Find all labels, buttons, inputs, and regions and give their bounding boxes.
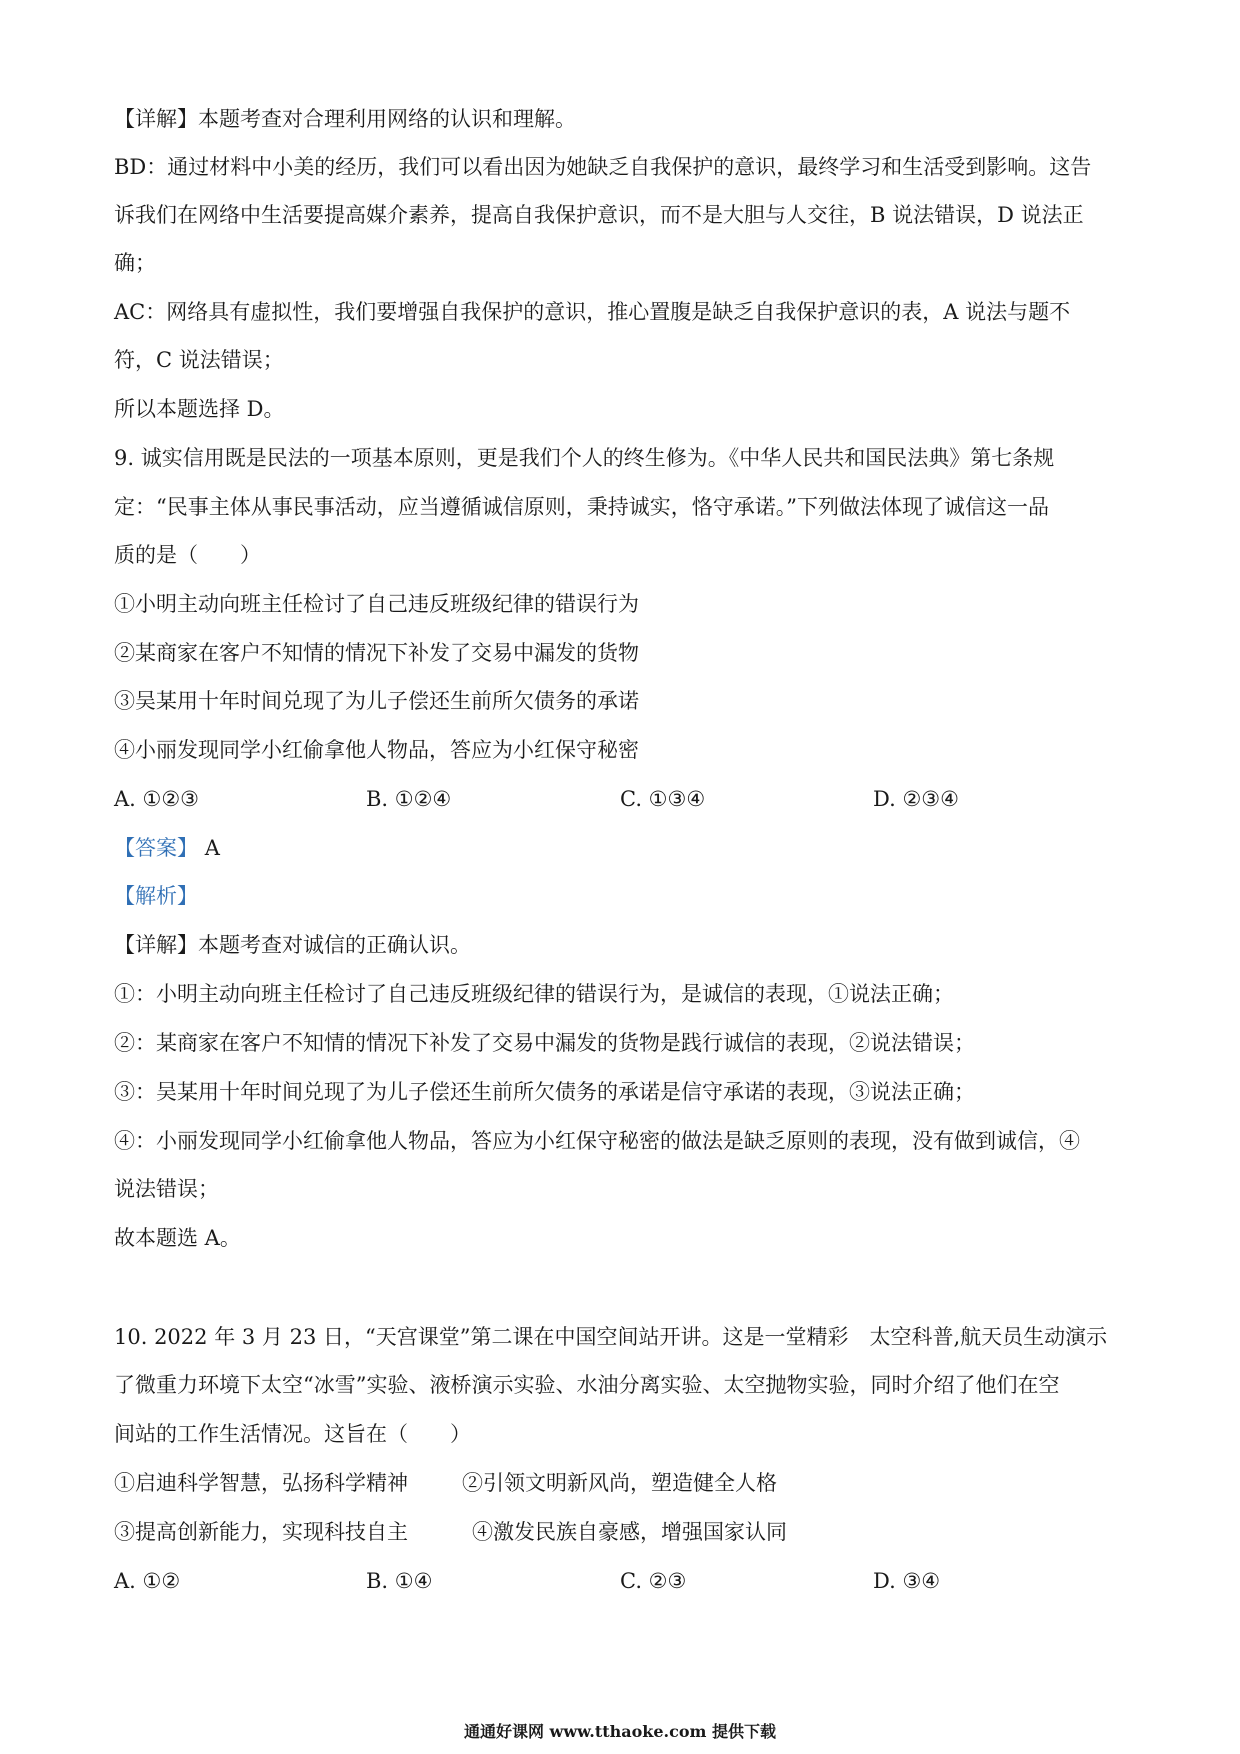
q9-option-a: A. ①②③ [114, 787, 199, 811]
q9-analysis-label: 【解析】 [114, 884, 198, 908]
q9-item-1: ①小明主动向班主任检讨了自己违反班级纪律的错误行为 [114, 592, 639, 616]
q9-explain-3: ③：吴某用十年时间兑现了为儿子偿还生前所欠债务的承诺是信守承诺的表现，③说法正确； [114, 1080, 975, 1104]
q10-option-c: C. ②③ [620, 1569, 687, 1593]
q8-bd-line1: BD：通过材料中小美的经历，我们可以看出因为她缺乏自我保护的意识，最终学习和生活受到影响。这告 [114, 155, 1092, 179]
q8-ac-line1: AC：网络具有虚拟性，我们要增强自我保护的意识，推心置腹是缺乏自我保护意识的表，A 说法与题不 [114, 300, 1071, 324]
q8-bd-line3: 确； [114, 251, 156, 275]
q8-bd-line2: 诉我们在网络中生活要提高媒介素养，提高自我保护意识，而不是大胆与人交往，B 说法错误，D 说法正 [114, 203, 1084, 227]
q9-option-b: B. ①②④ [366, 787, 452, 811]
q9-item-2: ②某商家在客户不知情的情况下补发了交易中漏发的货物 [114, 641, 639, 665]
q10-stem-line3: 间站的工作生活情况。这旨在（ ） [114, 1422, 471, 1446]
q8-detail: 【详解】本题考查对合理利用网络的认识和理解。 [114, 107, 576, 131]
q10-option-d: D. ③④ [873, 1569, 941, 1593]
q9-explain-4-line2: 说法错误； [114, 1177, 219, 1201]
q8-conclusion: 所以本题选择 D。 [114, 397, 285, 421]
q9-item-3: ③吴某用十年时间兑现了为儿子偿还生前所欠债务的承诺 [114, 689, 639, 713]
q9-option-d: D. ②③④ [873, 787, 959, 811]
q8-ac-line2: 符，C 说法错误； [114, 348, 284, 372]
q10-item-2: ②引领文明新风尚，塑造健全人格 [462, 1471, 777, 1495]
q10-item-3: ③提高创新能力，实现科技自主 [114, 1520, 408, 1544]
q9-item-4: ④小丽发现同学小红偷拿他人物品，答应为小红保守秘密 [114, 738, 639, 762]
q9-explain-4-line1: ④：小丽发现同学小红偷拿他人物品，答应为小红保守秘密的做法是缺乏原则的表现，没有做到诚信，④ [114, 1129, 1080, 1153]
q10-option-b: B. ①④ [366, 1569, 433, 1593]
q10-item-4: ④激发民族自豪感，增强国家认同 [472, 1520, 787, 1544]
q9-conclusion: 故本题选 A。 [114, 1226, 241, 1250]
q10-stem-line2: 了微重力环境下太空“冰雪”实验、液桥演示实验、水油分离实验、太空抛物实验，同时介绍了他们在空 [114, 1373, 1060, 1397]
q9-detail: 【详解】本题考查对诚信的正确认识。 [114, 933, 471, 957]
q9-stem-line1: 9. 诚实信用既是民法的一项基本原则，更是我们个人的终生修为。《中华人民共和国民法典》第七条规 [114, 446, 1055, 470]
q9-stem-line2: 定：“民事主体从事民事活动，应当遵循诚信原则，秉持诚实，恪守承诺。”下列做法体现了诚信这一品 [114, 495, 1049, 519]
q9-option-c: C. ①③④ [620, 787, 706, 811]
q10-item-1: ①启迪科学智慧，弘扬科学精神 [114, 1471, 408, 1495]
q10-stem-line1: 10. 2022 年 3 月 23 日，“天宫课堂”第二课在中国空间站开讲。这是一堂精彩 太空科普,航天员生动演示 [114, 1325, 1108, 1349]
q9-stem-line3: 质的是（ ） [114, 543, 261, 567]
page-footer: 通通好课网 www.tthaoke.com 提供下载 [463, 1722, 777, 1741]
q10-option-a: A. ①② [114, 1569, 181, 1593]
q9-answer-value: A [204, 836, 220, 860]
q9-explain-1: ①：小明主动向班主任检讨了自己违反班级纪律的错误行为，是诚信的表现，①说法正确； [114, 982, 954, 1006]
q9-answer [114, 833, 220, 863]
q9-explain-2: ②：某商家在客户不知情的情况下补发了交易中漏发的货物是践行诚信的表现，②说法错误； [114, 1031, 975, 1055]
q9-answer-label: 【答案】 [114, 836, 198, 860]
